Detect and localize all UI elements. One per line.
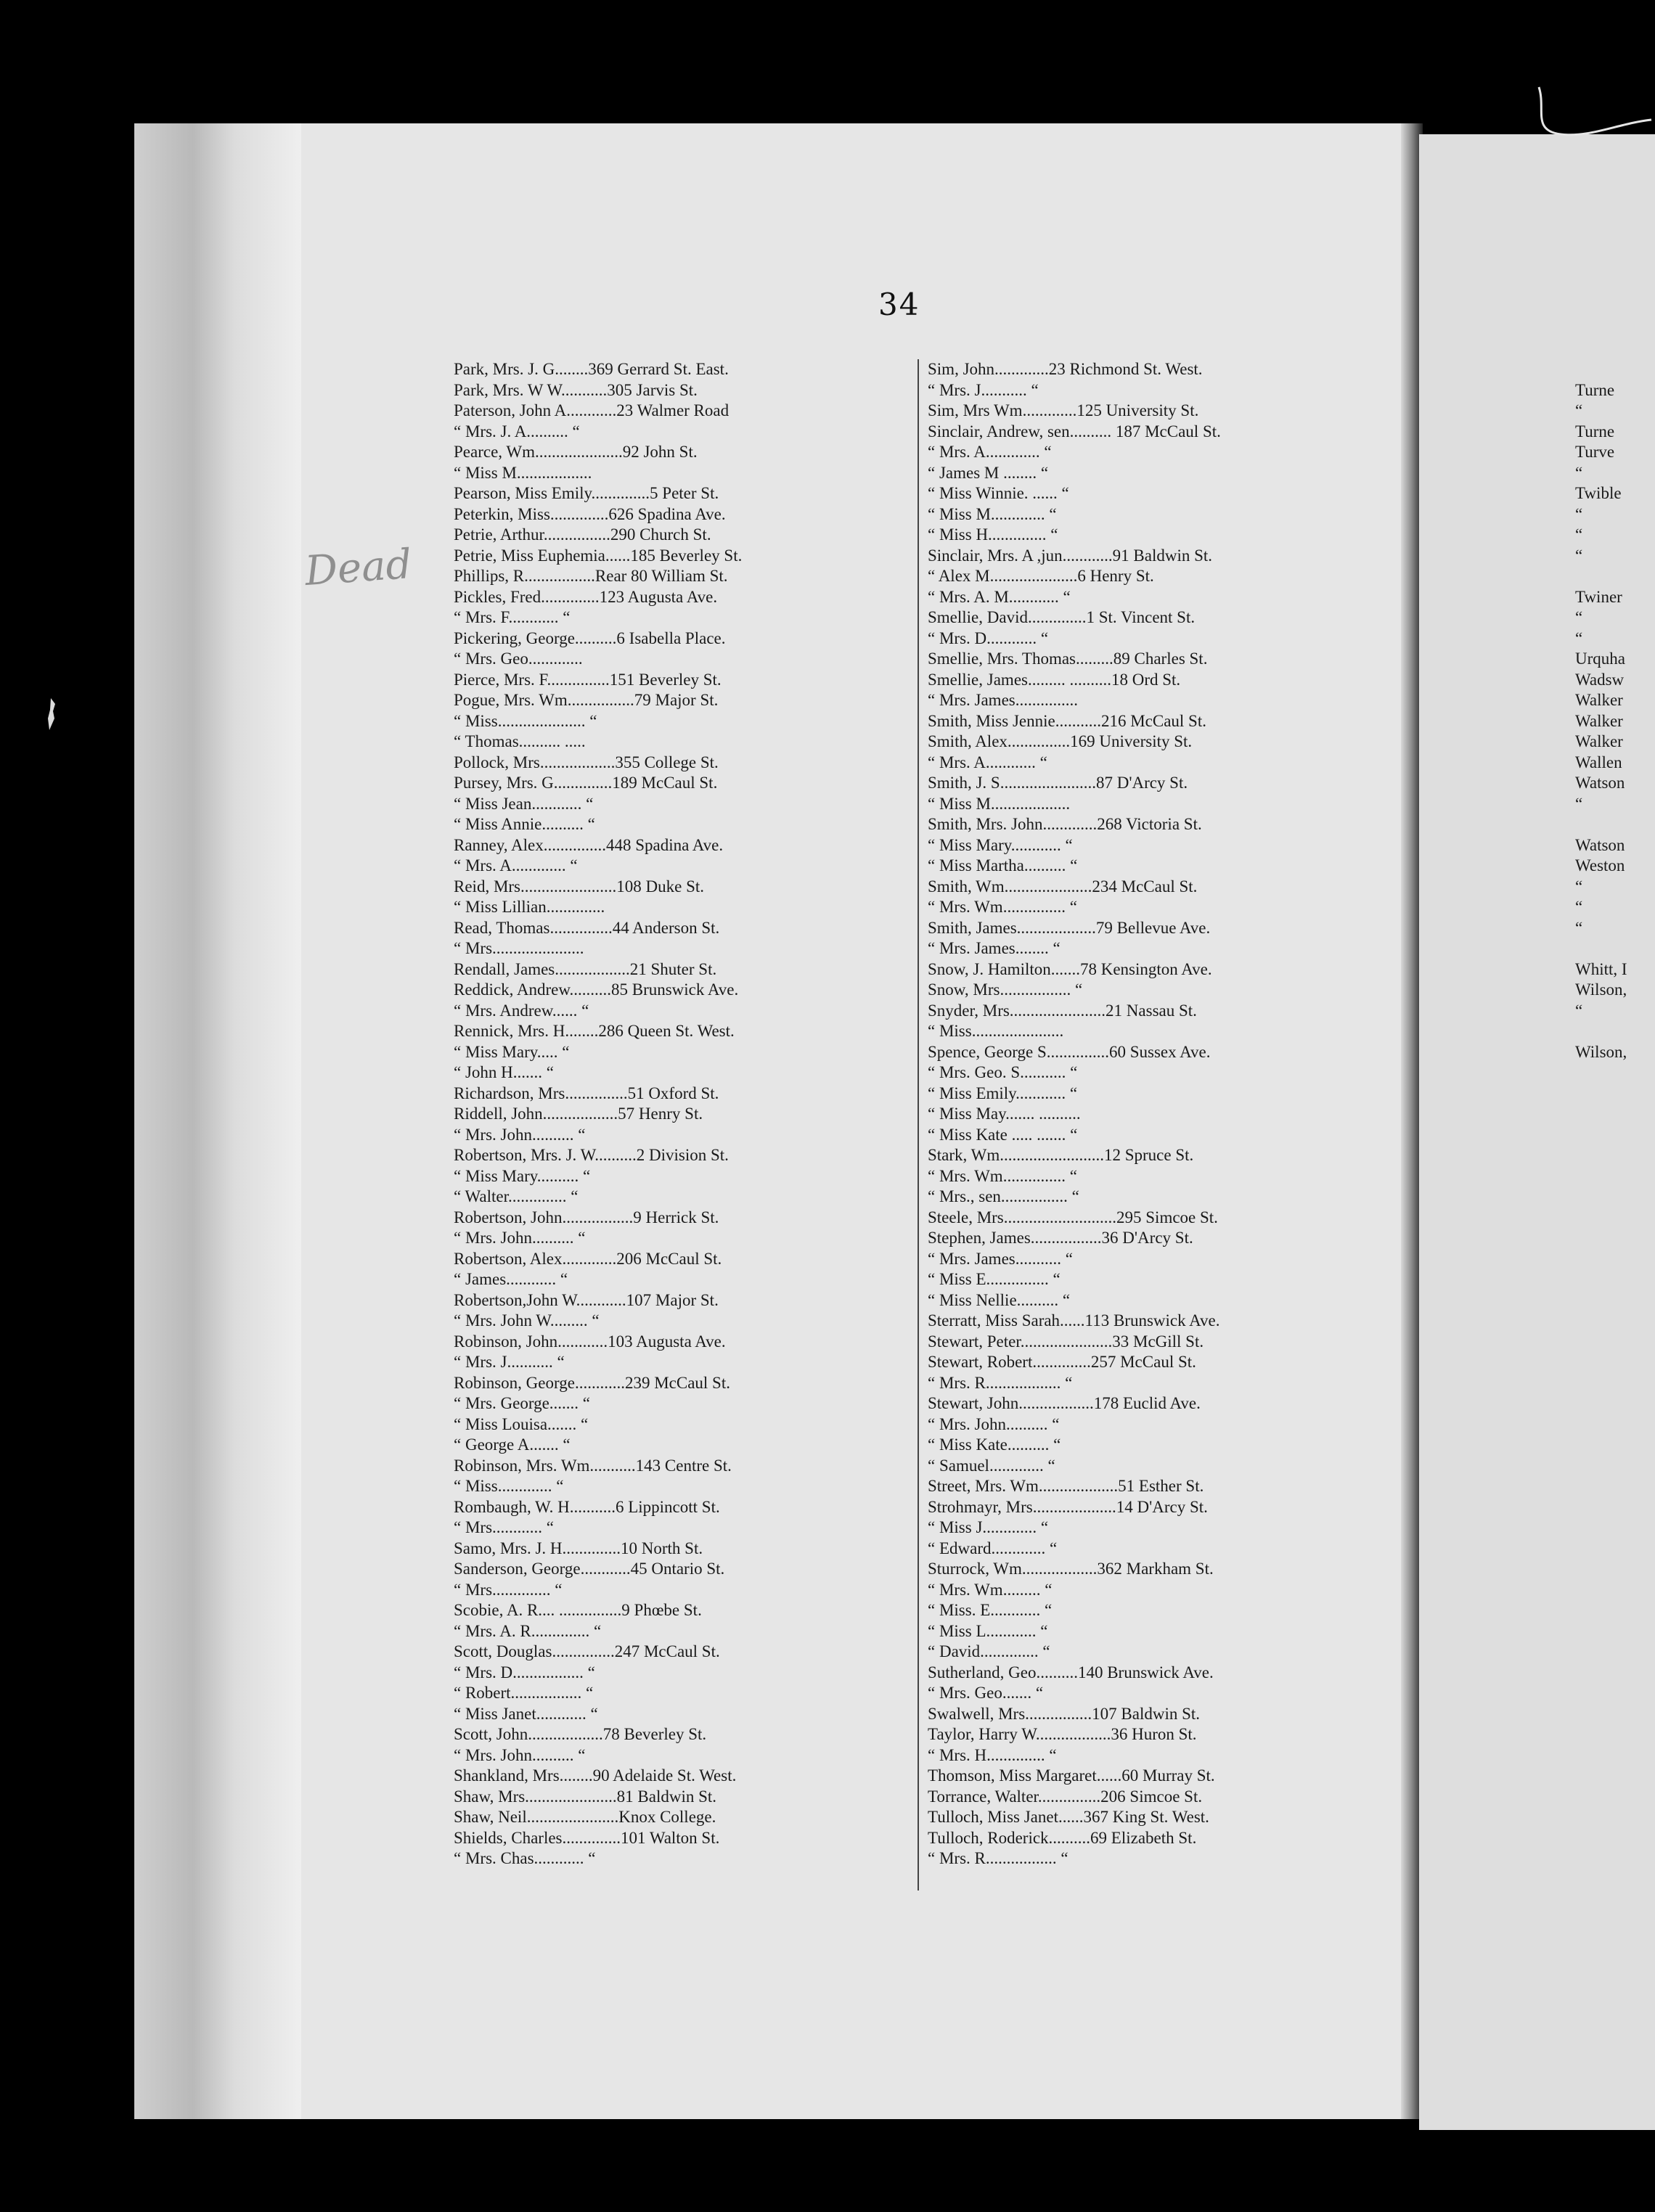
- directory-entry: Robinson, Mrs. Wm...........143 Centre St.: [454, 1456, 732, 1475]
- directory-entry: Tulloch, Roderick..........69 Elizabeth St.: [928, 1828, 1197, 1847]
- directory-entry: “ Mrs. J........... “: [928, 380, 1039, 399]
- directory-entry: “ Miss Lillian..............: [454, 898, 605, 916]
- directory-entry: Pearson, Miss Emily..............5 Peter St.: [454, 484, 719, 502]
- directory-entry: Shaw, Mrs......................81 Baldwin St.: [454, 1787, 717, 1806]
- directory-entry: Reid, Mrs.......................108 Duke St.: [454, 877, 704, 896]
- directory-entry: Spence, George S...............60 Sussex Ave.: [928, 1042, 1211, 1061]
- directory-entry: “ Miss Emily............ “: [928, 1084, 1078, 1102]
- directory-entry: “ Mrs. George....... “: [454, 1394, 590, 1412]
- directory-entry: [1575, 938, 1655, 959]
- directory-entry: Stark, Wm.........................12 Spruce St.: [928, 1146, 1194, 1164]
- directory-entry: “ Walter.............. “: [454, 1187, 579, 1205]
- directory-entry: “ Miss H.............. “: [928, 525, 1058, 544]
- directory-entry: “: [1575, 546, 1583, 565]
- directory-entry: “ Miss Winnie. ...... “: [928, 484, 1069, 502]
- directory-entry: Sterratt, Miss Sarah......113 Brunswick Ave.: [928, 1311, 1220, 1330]
- directory-entry: Smith, Mrs. John.............268 Victoria St.: [928, 815, 1202, 833]
- directory-entry: Samo, Mrs. J. H..............10 North St.: [454, 1539, 703, 1557]
- directory-entry: Turve: [1575, 443, 1615, 461]
- directory-entry: Rennick, Mrs. H........286 Queen St. West.: [454, 1022, 735, 1040]
- directory-entry: Scott, John..................78 Beverley St.: [454, 1725, 707, 1743]
- directory-entry: Robertson, John.................9 Herrick St.: [454, 1208, 719, 1226]
- directory-entry: Stewart, Peter......................33 McGill St.: [928, 1332, 1204, 1351]
- directory-entry: “ Miss Mary.......... “: [454, 1166, 591, 1185]
- directory-entry: Smith, Wm.....................234 McCaul St.: [928, 877, 1198, 896]
- directory-entry: Smellie, David..............1 St. Vincent St.: [928, 608, 1196, 626]
- page-number: 34: [878, 287, 920, 322]
- directory-column-middle: [928, 359, 1370, 1869]
- directory-entry: “: [1575, 525, 1583, 544]
- directory-entry: Twible: [1575, 484, 1622, 502]
- directory-entry: “ Miss............. “: [454, 1477, 564, 1495]
- directory-entry: Rombaugh, W. H...........6 Lippincott St.: [454, 1497, 720, 1516]
- directory-entry: Ranney, Alex...............448 Spadina Ave.: [454, 835, 724, 854]
- directory-entry: “ Mrs............ “: [454, 1518, 554, 1536]
- directory-entry: Smith, James...................79 Bellevue Ave.: [928, 918, 1211, 937]
- directory-entry: “: [1575, 504, 1583, 523]
- directory-entry: Pierce, Mrs. F...............151 Beverley St.: [454, 670, 722, 689]
- directory-entry: “ Mrs., sen................ “: [928, 1187, 1079, 1205]
- directory-entry: “ Mrs. A............ “: [928, 753, 1047, 771]
- directory-entry: Peterkin, Miss..............626 Spadina Ave.: [454, 504, 726, 523]
- directory-entry: “ Mrs. Geo....... “: [928, 1684, 1044, 1702]
- directory-entry: Petrie, Miss Euphemia......185 Beverley St.: [454, 546, 743, 565]
- directory-entry: Walker: [1575, 732, 1623, 750]
- directory-entry: “ Mrs. Wm............... “: [928, 1166, 1077, 1185]
- directory-entry: Stewart, John..................178 Euclid Ave.: [928, 1394, 1201, 1412]
- directory-entry: Torrance, Walter...............206 Simcoe St.: [928, 1787, 1203, 1806]
- directory-entry: “ Mrs. J........... “: [454, 1353, 565, 1371]
- directory-entry: “ Miss Janet............ “: [454, 1704, 598, 1723]
- directory-column-right: [1575, 359, 1655, 1062]
- directory-entry: “ Mrs......................: [454, 939, 584, 957]
- directory-entry: “ Miss Louisa....... “: [454, 1414, 589, 1433]
- directory-entry: “: [1575, 401, 1583, 419]
- directory-entry: Snow, Mrs................. “: [928, 980, 1083, 999]
- directory-entry: Weston: [1575, 856, 1625, 874]
- directory-entry: Scobie, A. R.... ...............9 Phœbe St.: [454, 1601, 702, 1619]
- directory-entry: “ Mrs. J. A.......... “: [454, 422, 580, 441]
- directory-entry: Wadsw: [1575, 670, 1625, 689]
- directory-entry: [1575, 359, 1655, 380]
- directory-entry: Pogue, Mrs. Wm................79 Major St.: [454, 691, 719, 709]
- directory-column-left: [454, 359, 904, 1869]
- directory-entry: “ Mrs. D................. “: [454, 1663, 595, 1681]
- directory-entry: “ Edward............. “: [928, 1539, 1058, 1557]
- directory-entry: “ Mrs. R.................. “: [928, 1373, 1073, 1392]
- directory-entry: Sim, John.............23 Richmond St. West.: [928, 360, 1203, 378]
- directory-entry: “ Thomas.......... .....: [454, 732, 586, 750]
- directory-entry: Scott, Douglas...............247 McCaul St.: [454, 1642, 720, 1660]
- directory-entry: “ David.............. “: [928, 1642, 1050, 1660]
- directory-entry: “: [1575, 918, 1583, 937]
- directory-entry: Smellie, Mrs. Thomas.........89 Charles St.: [928, 650, 1208, 668]
- directory-entry: Sinclair, Mrs. A ,jun............91 Baldwin St.: [928, 546, 1213, 565]
- directory-entry: Robertson, Alex.............206 McCaul St.: [454, 1249, 722, 1268]
- directory-entry: Snow, J. Hamilton.......78 Kensington Ave.: [928, 959, 1212, 978]
- thread-mark-icon: [1532, 80, 1655, 145]
- directory-entry: “ James............ “: [454, 1270, 568, 1288]
- directory-entry: “ Samuel............. “: [928, 1456, 1055, 1475]
- directory-entry: “ Mrs. F............ “: [454, 608, 571, 626]
- directory-entry: “: [1575, 1001, 1583, 1020]
- directory-entry: Shields, Charles..............101 Walton St.: [454, 1828, 720, 1847]
- directory-entry: “ Miss L............ “: [928, 1621, 1048, 1640]
- directory-entry: “ Miss......................: [928, 1022, 1064, 1040]
- directory-entry: Sturrock, Wm..................362 Markham St.: [928, 1560, 1214, 1578]
- directory-entry: “ Miss E............... “: [928, 1270, 1061, 1288]
- directory-entry: [1575, 566, 1655, 587]
- directory-entry: Thomson, Miss Margaret......60 Murray St.: [928, 1766, 1215, 1785]
- directory-entry: Reddick, Andrew..........85 Brunswick Ave.: [454, 980, 739, 999]
- directory-entry: “ Mrs. James........... “: [928, 1249, 1073, 1268]
- directory-entry: Whitt, I: [1575, 959, 1627, 978]
- directory-entry: Smith, Miss Jennie...........216 McCaul St.: [928, 711, 1206, 730]
- directory-entry: “ Mrs. H.............. “: [928, 1745, 1057, 1764]
- directory-entry: “ Mrs. Andrew...... “: [454, 1001, 589, 1020]
- directory-entry: “: [1575, 463, 1583, 482]
- directory-entry: “ Miss M..................: [454, 463, 592, 482]
- directory-entry: Tulloch, Miss Janet......367 King St. West.: [928, 1808, 1209, 1826]
- directory-entry: Park, Mrs. W W...........305 Jarvis St.: [454, 380, 698, 399]
- directory-entry: “ Mrs. Chas............ “: [454, 1849, 596, 1867]
- directory-entry: “ Mrs. A............. “: [928, 443, 1052, 461]
- directory-entry: “ Miss M...................: [928, 794, 1071, 813]
- directory-entry: Pearce, Wm.....................92 John St.: [454, 443, 698, 461]
- directory-entry: Robinson, George............239 McCaul St.: [454, 1373, 730, 1392]
- directory-entry: Swalwell, Mrs................107 Baldwin St.: [928, 1704, 1201, 1723]
- directory-entry: Robertson,John W............107 Major St.: [454, 1290, 719, 1309]
- directory-entry: “: [1575, 877, 1583, 896]
- directory-entry: “ Mrs. D............ “: [928, 628, 1049, 647]
- directory-entry: Wallen: [1575, 753, 1622, 771]
- directory-entry: “ Miss Martha.......... “: [928, 856, 1078, 874]
- directory-entry: “ Mrs. John.......... “: [454, 1745, 586, 1764]
- directory-entry: Snyder, Mrs.......................21 Nassau St.: [928, 1001, 1197, 1020]
- directory-entry: “ George A....... “: [454, 1435, 571, 1454]
- page-edges: [134, 123, 301, 2119]
- directory-entry: “ Miss May....... ..........: [928, 1105, 1081, 1123]
- directory-entry: [1575, 1021, 1655, 1042]
- directory-entry: “ Miss Kate ..... ....... “: [928, 1125, 1078, 1144]
- directory-entry: “ Miss Mary............ “: [928, 835, 1073, 854]
- directory-entry: Urquha: [1575, 650, 1625, 668]
- directory-entry: “ Mrs. James........ “: [928, 939, 1061, 957]
- directory-entry: [1575, 814, 1655, 835]
- directory-entry: Walker: [1575, 711, 1623, 730]
- directory-entry: “ Mrs.............. “: [454, 1580, 563, 1599]
- directory-entry: “ Miss. E............ “: [928, 1601, 1053, 1619]
- directory-entry: Stewart, Robert..............257 McCaul St.: [928, 1353, 1196, 1371]
- directory-entry: Strohmayr, Mrs....................14 D'Arcy St.: [928, 1497, 1208, 1516]
- directory-entry: “ Robert................. “: [454, 1684, 594, 1702]
- directory-entry: Riddell, John..................57 Henry St.: [454, 1105, 703, 1123]
- directory-entry: Rendall, James..................21 Shuter St.: [454, 959, 717, 978]
- directory-entry: Robinson, John............103 Augusta Ave.: [454, 1332, 726, 1351]
- directory-entry: “ Alex M.....................6 Henry St.: [928, 567, 1154, 585]
- directory-entry: Walker: [1575, 691, 1623, 709]
- directory-entry: Wilson,: [1575, 980, 1627, 999]
- directory-entry: Read, Thomas...............44 Anderson St.: [454, 918, 720, 937]
- directory-entry: “ Mrs. John.......... “: [454, 1229, 586, 1247]
- directory-entry: “ Mrs. A............. “: [454, 856, 578, 874]
- directory-entry: “ Mrs. James...............: [928, 691, 1078, 709]
- directory-entry: Shankland, Mrs........90 Adelaide St. West.: [454, 1766, 737, 1785]
- directory-entry: Watson: [1575, 835, 1625, 854]
- handwritten-margin-note: Dead: [303, 540, 414, 596]
- directory-entry: “ James M ........ “: [928, 463, 1049, 482]
- directory-entry: Paterson, John A............23 Walmer Road: [454, 401, 730, 419]
- directory-entry: Robertson, Mrs. J. W..........2 Division St.: [454, 1146, 729, 1164]
- directory-entry: Petrie, Arthur................290 Church St.: [454, 525, 711, 544]
- directory-entry: “ Mrs. Geo. S........... “: [928, 1063, 1078, 1081]
- directory-entry: Sanderson, George............45 Ontario St.: [454, 1560, 725, 1578]
- directory-entry: Smith, J. S.......................87 D'Arcy St.: [928, 774, 1188, 792]
- directory-entry: “: [1575, 794, 1583, 813]
- directory-entry: Twiner: [1575, 587, 1622, 606]
- directory-entry: Watson: [1575, 774, 1625, 792]
- directory-entry: Pickering, George..........6 Isabella Place.: [454, 628, 726, 647]
- directory-entry: “ Miss Annie.......... “: [454, 815, 595, 833]
- directory-entry: Pollock, Mrs..................355 College St.: [454, 753, 719, 771]
- directory-entry: Turne: [1575, 422, 1615, 441]
- directory-entry: Sutherland, Geo..........140 Brunswick Ave.: [928, 1663, 1214, 1681]
- directory-entry: “ Miss Mary..... “: [454, 1042, 570, 1061]
- directory-entry: Sim, Mrs Wm.............125 University St.: [928, 401, 1199, 419]
- directory-entry: Pickles, Fred..............123 Augusta Ave.: [454, 587, 718, 606]
- directory-entry: Shaw, Neil......................Knox College.: [454, 1808, 716, 1826]
- directory-entry: Park, Mrs. J. G........369 Gerrard St. East.: [454, 360, 729, 378]
- speck-mark-icon: [45, 697, 60, 733]
- directory-entry: Turne: [1575, 380, 1615, 399]
- directory-entry: “ Mrs. Wm......... “: [928, 1580, 1053, 1599]
- directory-entry: Street, Mrs. Wm...................51 Esther St.: [928, 1477, 1204, 1495]
- directory-entry: “: [1575, 898, 1583, 916]
- directory-entry: Taylor, Harry W..................36 Huron St.: [928, 1725, 1197, 1743]
- directory-entry: “ Miss..................... “: [454, 711, 597, 730]
- column-divider: [918, 359, 919, 1891]
- directory-entry: “ Mrs. John W......... “: [454, 1311, 600, 1330]
- directory-entry: Steele, Mrs...........................295 Simcoe St.: [928, 1208, 1218, 1226]
- directory-entry: “: [1575, 608, 1583, 626]
- directory-entry: Sinclair, Andrew, sen.......... 187 McCaul St.: [928, 422, 1221, 441]
- directory-entry: “ Mrs. John.......... “: [928, 1414, 1060, 1433]
- directory-entry: Wilson,: [1575, 1042, 1627, 1061]
- directory-entry: Stephen, James.................36 D'Arcy St.: [928, 1229, 1193, 1247]
- directory-entry: Richardson, Mrs...............51 Oxford St.: [454, 1084, 719, 1102]
- directory-entry: Pursey, Mrs. G..............189 McCaul St.: [454, 774, 718, 792]
- directory-entry: “: [1575, 628, 1583, 647]
- directory-entry: “ Miss M............. “: [928, 504, 1057, 523]
- directory-entry: “ Miss J............. “: [928, 1518, 1049, 1536]
- directory-entry: “ Mrs. R................. “: [928, 1849, 1068, 1867]
- directory-entry: “ Mrs. Geo.............: [454, 650, 583, 668]
- directory-entry: “ Mrs. Wm............... “: [928, 898, 1077, 916]
- directory-entry: “ Miss Kate.......... “: [928, 1435, 1061, 1454]
- directory-entry: “ Miss Jean............ “: [454, 794, 594, 813]
- directory-entry: Smith, Alex...............169 University St.: [928, 732, 1193, 750]
- directory-entry: “ Mrs. John.......... “: [454, 1125, 586, 1144]
- directory-entry: “ John H....... “: [454, 1063, 554, 1081]
- directory-entry: “ Mrs. A. R.............. “: [454, 1621, 602, 1640]
- directory-entry: “ Miss Nellie.......... “: [928, 1290, 1071, 1309]
- directory-entry: “ Mrs. A. M............ “: [928, 587, 1071, 606]
- directory-entry: Phillips, R.................Rear 80 William St.: [454, 567, 728, 585]
- directory-entry: Smellie, James......... ..........18 Ord St.: [928, 670, 1181, 689]
